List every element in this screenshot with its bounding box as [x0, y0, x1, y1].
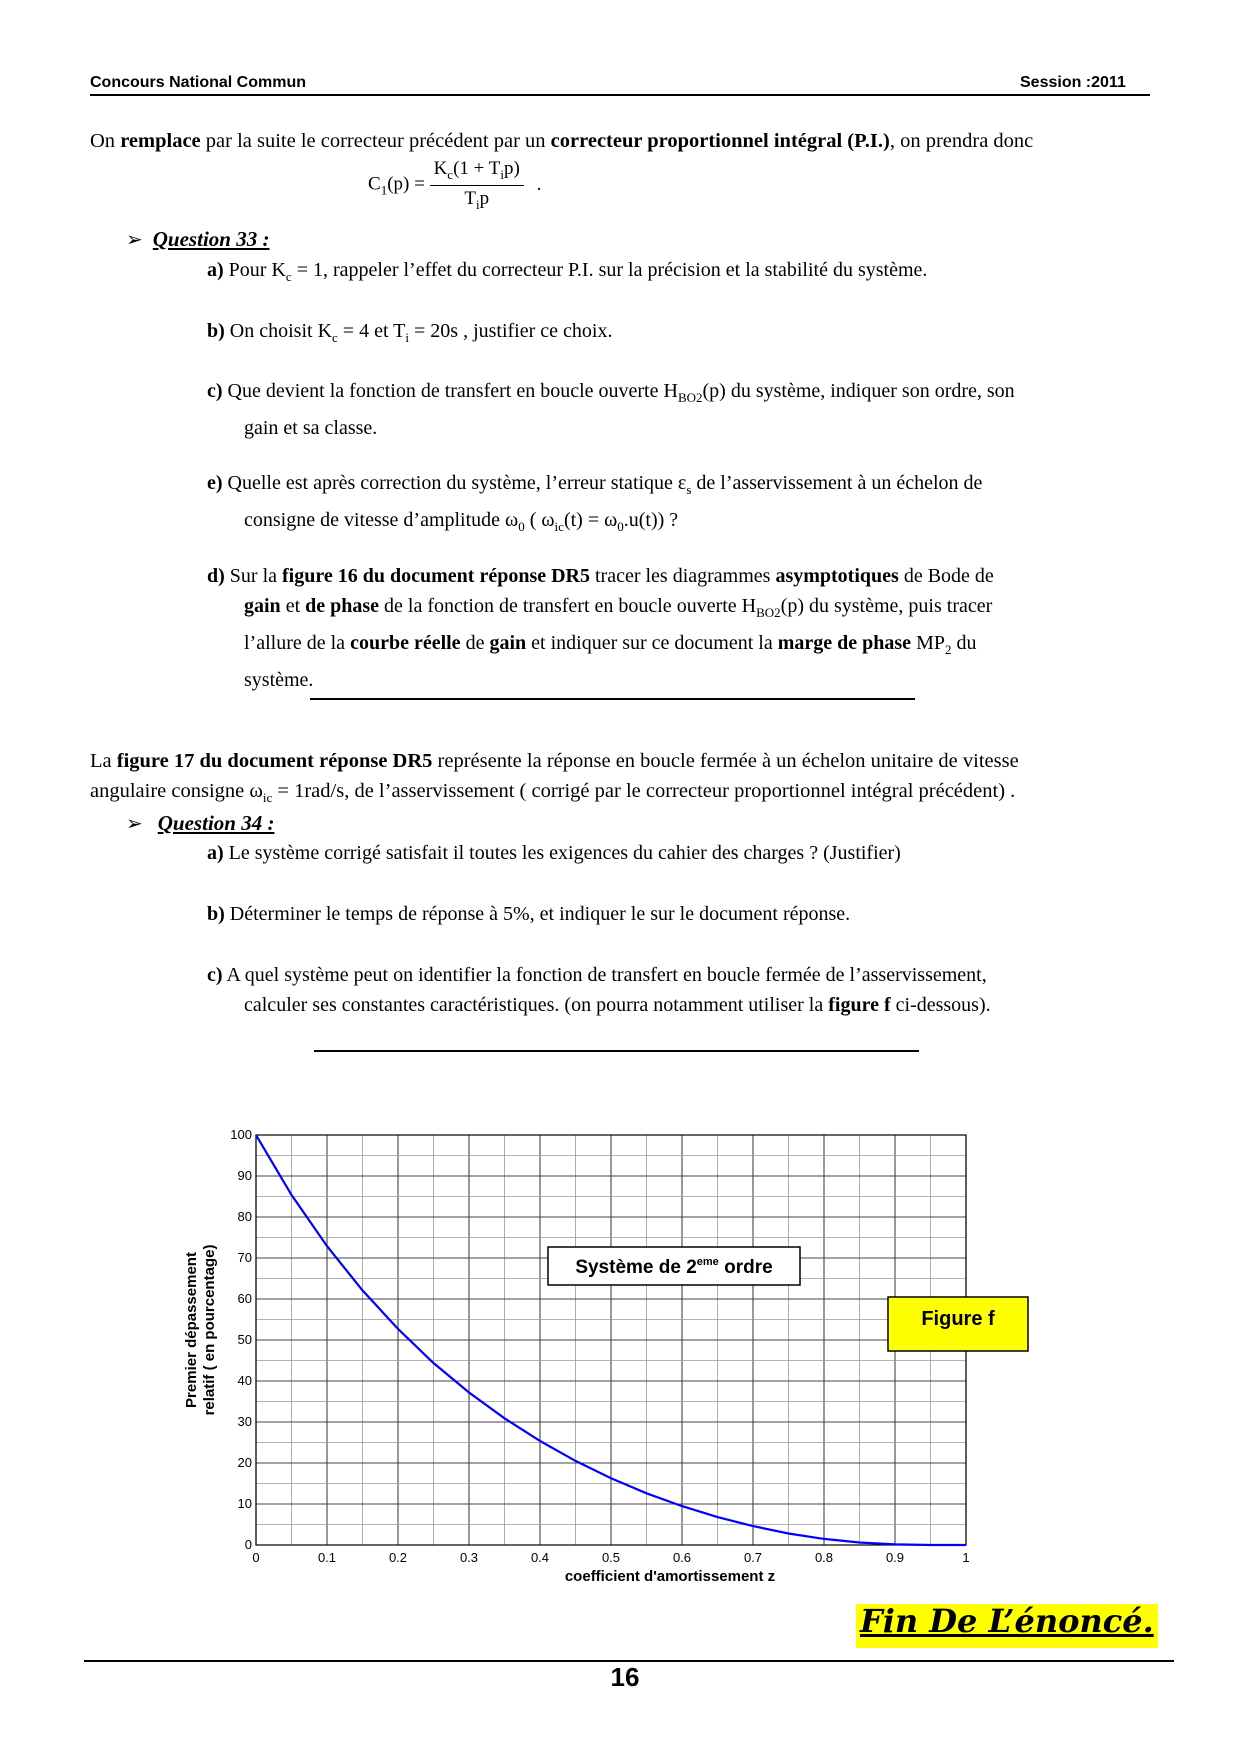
overshoot-chart: [170, 1125, 1110, 1595]
x-tick-label: 0.9: [885, 1550, 905, 1565]
question-34-heading: ➢ Question 34 :: [126, 811, 275, 835]
y-axis-label-line1: Premier dépassement: [183, 1252, 200, 1408]
x-tick-label: 0.4: [530, 1550, 550, 1565]
system-annotation-box: [548, 1247, 800, 1285]
x-tick-label: 0.5: [601, 1550, 621, 1565]
header-left: Concours National Commun: [90, 74, 307, 91]
y-tick-label: 30: [237, 1414, 252, 1429]
q33-item-d: d) Sur la figure 16 du document réponse DR5 tracer les diagrammes asymptotiques de Bode de gain et de phase de la fonction de transfert en boucle ouverte $H_{BO2}(p)$ du système, puis tracer l’allure de la courbe réelle de gain et indiquer sur ce document la marge de phase $MP_2$ du système.: [207, 565, 994, 691]
header-divider: [90, 94, 1150, 96]
q33-item-a: a) Pour $K_c = 1$, rappeler l’effet du correcteur P.I. sur la précision et la stabilité du système.: [207, 259, 928, 284]
q34-item-a: a) Le système corrigé satisfait il toutes les exigences du cahier des charges ? (Justifier): [207, 842, 901, 864]
formula-fraction: $\frac{K_c(1 + T_ip)}{T_ip}$: [430, 158, 524, 213]
x-tick-label: 0.6: [672, 1550, 692, 1565]
y-tick-label: 0: [244, 1537, 252, 1552]
formula-c1: $C_1(p)$ = $\frac{K_c(1 + T_ip)}{T_ip}$ .: [368, 158, 542, 212]
page-number: 16: [610, 1662, 640, 1692]
x-tick-label: 0.2: [388, 1550, 408, 1565]
q33-item-c: c) Que devient la fonction de transfert en boucle ouverte $H_{BO2}(p)$ du système, indiquer son ordre, son gain et sa classe.: [207, 380, 1015, 439]
question-33-heading: ➢ Question 33 :: [126, 227, 270, 251]
y-tick-label: 40: [237, 1373, 252, 1388]
x-tick-label: 0.1: [317, 1550, 337, 1565]
x-tick-label: 1: [962, 1550, 970, 1565]
q34-item-c: c) A quel système peut on identifier la fonction de transfert en boucle fermée de l’asservissement, calculer ses constantes caractéristiques. (on pourra notamment utiliser la figure f ci-dessous).: [207, 964, 991, 1016]
system-annotation-text-b: ordre: [718, 1257, 773, 1278]
separator-rule: [310, 698, 915, 700]
q33-item-b: b) On choisit $K_c = 4$ et $T_i = 20s$ , justifier ce choix.: [207, 320, 613, 345]
figure-f-label: Figure f: [921, 1308, 995, 1330]
chart-grid: [256, 1135, 966, 1545]
y-tick-label: 50: [237, 1332, 252, 1347]
x-tick-label: 0: [252, 1550, 260, 1565]
y-axis-label-line2: relatif ( en pourcentage): [201, 1244, 218, 1416]
svg-text:Système de 2eme ordre: [575, 1256, 772, 1278]
y-tick-label: 80: [237, 1209, 252, 1224]
q34-item-b: b) Déterminer le temps de réponse à 5%, et indiquer le sur le document réponse.: [207, 903, 851, 925]
x-axis-label: coefficient d'amortissement z: [564, 1568, 776, 1585]
intro-paragraph: On remplace par la suite le correcteur précédent par un correcteur proportionnel intégral (P.I.), on prendra donc: [90, 130, 1034, 152]
end-of-statement-banner: [856, 1604, 1158, 1648]
end-of-statement-text: Fin De L’énoncé.: [860, 1602, 1154, 1640]
y-tick-label: 100: [230, 1127, 252, 1142]
x-tick-label: 0.3: [459, 1550, 479, 1565]
x-tick-label: 0.7: [743, 1550, 763, 1565]
y-tick-label: 10: [237, 1496, 252, 1511]
q33-item-e: e) Quelle est après correction du système, l’erreur statique $\varepsilon_s$ de l’asservissement à un échelon de consigne de vitesse d’amplitude $\omega_0$ ( $\omega_{ic}(t) = \omega_0.u(t)$) ?: [207, 472, 983, 534]
y-tick-label: 60: [237, 1291, 252, 1306]
system-annotation-sup: eme: [696, 1256, 719, 1268]
system-annotation-text-a: Système de 2: [575, 1257, 697, 1278]
y-tick-label: 90: [237, 1168, 252, 1183]
chart-ticks: [230, 1127, 969, 1565]
header-right: Session :2011: [1020, 74, 1126, 91]
y-tick-label: 70: [237, 1250, 252, 1265]
separator-rule-2: [314, 1050, 919, 1052]
figure17-paragraph: La figure 17 du document réponse DR5 représente la réponse en boucle fermée à un échelon unitaire de vitesse angulaire consigne $\omega_{ic} = 1rad/s$, de l’asservissement ( corrigé par le correcteur proportionnel intégral précédent) .: [90, 750, 1019, 806]
x-tick-label: 0.8: [814, 1550, 834, 1565]
y-tick-label: 20: [237, 1455, 252, 1470]
figure-f-box: [888, 1297, 1028, 1351]
